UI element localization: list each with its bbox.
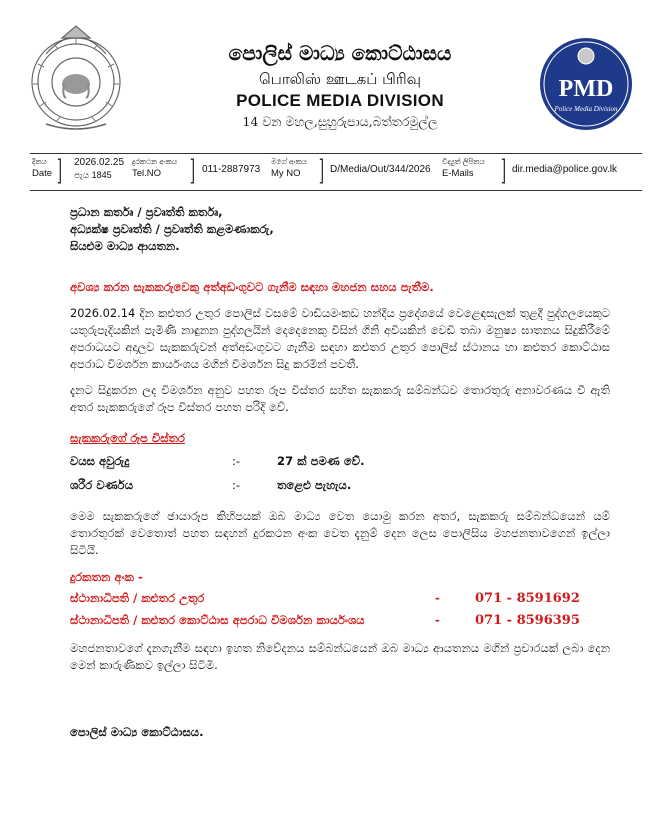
title-english: POLICE MEDIA DIVISION: [236, 91, 444, 110]
pmd-logo-text: PMD: [558, 76, 614, 102]
contact-phone-number: 071 - 8596395: [475, 613, 580, 628]
office-address: 14 වන මහල,සුහුරුපාය,බත්තරමුල්ල: [242, 114, 438, 129]
paragraph-appeal: මෙම සැකකරුගේ ඡායාරූප කිහිපයක් ඔබ මාධ්‍ය වෙත යොමු කරන අතර, සැකකරු සම්බන්ධයෙන් යම් තොරතුරක් වෙතොත් පහත සඳහන් දුරකථන අංක වෙත දැනුම් දෙන ලෙස පොලිසිය මහජනතාවගෙන් ඉල්ලා සිටියි.: [70, 509, 610, 557]
email-value: dir.media@police.gov.lk: [512, 164, 618, 175]
title-tamil: பொலிஸ் ஊடகப் பிரிவு: [258, 70, 421, 88]
title-sinhala: පොලිස් මාධ්‍ය කොට්ඨාසය: [228, 41, 452, 65]
brace-divider: ]: [56, 154, 63, 187]
letter-body: [70, 204, 610, 741]
date-label: දිනය Date: [32, 157, 53, 179]
pmd-logo-subtext: Police Media Division: [554, 105, 618, 113]
recipient-line: අධ්‍යක්ෂ ප්‍රවෘත්ති / ප්‍රවෘත්ති කළමණාකරු,: [70, 222, 274, 236]
paragraph-incident: 2026.02.14 දින කළුතර උතුර පොලිස් වසමේ වාඩියමංකඩ හන්දිය ප්‍රදේශයේ වෙළෙඳසැලක් තුළදී පුද්ගලයෙකුට යතුරුපැදියකින් පැමිණි නාඳුනන පුද්ගලයින් දෙදෙනෙකු විසින් ගිනි අවියකින් වෙඩි තබා මනුෂ්‍ය ඝාතනය සිදුකිරීමේ අපරාධයට අදාලව සැකකරුවන් අත්අඩංගුවට ගැනීම සඳහා කළුතර උතුර පොලිස් ස්ථානය හා කළුතර කොට්ඨාස අපරාධ විමර්ශන කාර්යංශය මගින් විමර්ශන සිදු කරමින් පවතී.: [70, 306, 610, 371]
tel-label: දුරකථන අංකය Tel.NO: [132, 157, 178, 179]
paragraph-investigation: දැනට සිදුකරන ලද විමර්ශන අනුව පහත රූප විස්තර සහිත සැකකරු සම්බන්ධව තොරතුරු අනාවරණය වී ඇති අතර සැකකරුගේ රූප විස්තර පහත පරිදි වේ.: [70, 383, 610, 414]
email-label: විද්‍යුත් ලිපිනය E-Mails: [442, 157, 485, 179]
paragraph-closing: මහජනතාවගේ දැනගැනීම සඳහා ඉහත නිවේදනය සම්බන්ධයෙන් ඔබ මාධ්‍ය ආයතනය මගින් ප්‍රචාරයක් ලබා දෙන මෙන් කාරුණිකව ඉල්ලා සිටිමි.: [70, 641, 610, 672]
tel-value: 011-2887973: [202, 164, 261, 175]
date-value: 2026.02.25 පැය 1845: [74, 157, 125, 180]
letterhead-titles: [150, 40, 530, 132]
signoff: පොලිස් මාධ්‍ය කොට්ඨාසය.: [70, 725, 204, 739]
letterhead: [0, 0, 672, 150]
brace-divider: ]: [318, 154, 325, 187]
subject-line: අවශ්‍ය කරන සැකකරුවෙකු අත්අඩංගුවට ගැනීම සඳහා මහජන සහය පැතීම.: [70, 280, 434, 294]
recipient-line: සියළුම මාධ්‍ය ආයතන.: [70, 239, 180, 253]
myno-label: මගේ අංකය My NO: [271, 157, 307, 179]
myno-value: D/Media/Out/344/2026: [330, 164, 431, 175]
suspect-details-heading: සැකකරුගේ රූප විස්තර: [70, 431, 185, 445]
recipients: [70, 204, 610, 255]
police-emblem-icon: [26, 24, 126, 136]
recipient-line: ප්‍රධාන කර්තෘ / ප්‍රවෘත්ති කර්තෘ,: [70, 205, 223, 219]
info-row: [30, 153, 642, 191]
brace-divider: ]: [500, 154, 507, 187]
suspect-detail-complexion: ශරීර වර්ණය :- තළෙළු පැහැය.: [70, 478, 352, 492]
suspect-detail-age: වයස අවුරුදු :- 27 ක් පමණ වේ.: [70, 454, 365, 468]
contacts-heading: දුරකතන අංක -: [70, 570, 143, 584]
pmd-logo: [530, 36, 642, 132]
contact-phone-number: 071 - 8591692: [475, 591, 580, 606]
contact-row: ස්ථානාධිපති / කළුතර කොට්ඨාස අපරාධ විමර්ශන කාර්යංශය - 071 - 8596395: [70, 613, 580, 628]
contact-row: ස්ථානාධිපති / කළුතර උතුර - 071 - 8591692: [70, 591, 580, 606]
brace-divider: ]: [189, 154, 196, 187]
